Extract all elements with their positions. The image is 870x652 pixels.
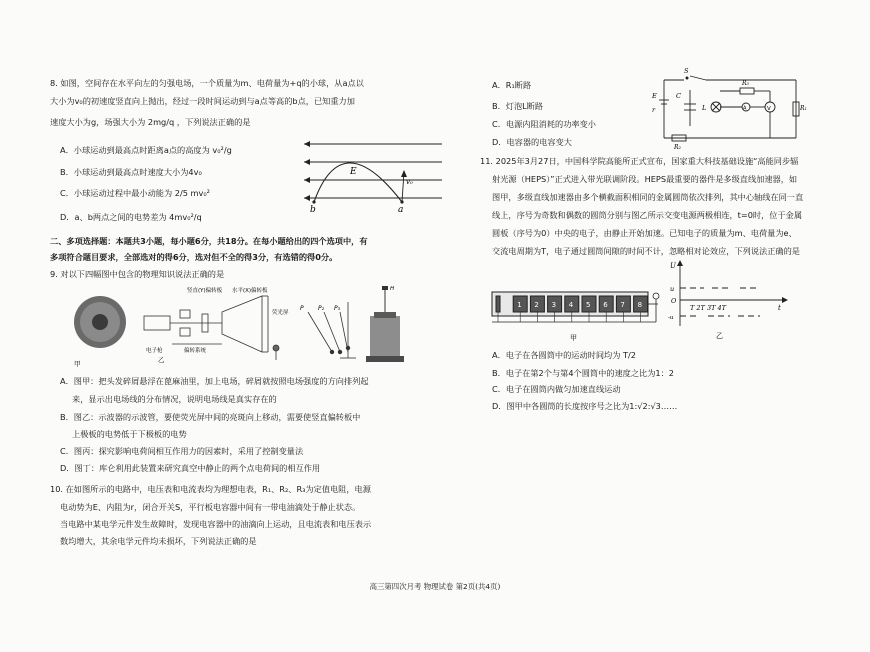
graph-u-axis: U: [670, 262, 676, 270]
q8-field-figure: [292, 132, 452, 215]
circuit-label-s: S: [684, 67, 689, 75]
q9-stem: 9. 对以下四幅图中包含的物理知识说法正确的是: [50, 269, 225, 279]
fig-yi-oscilloscope: [144, 296, 268, 352]
q9-option-a-line2: 来，显示出电场线的分布情况，说明电场线是真实存在的: [72, 394, 277, 404]
tube-number: 5: [586, 301, 591, 309]
graph-origin: O: [671, 297, 677, 305]
q10-stem-line3: 当电路中某电学元件发生故障时，发现电容器中的油滴向上运动，且电流表和电压表示: [60, 519, 372, 529]
q10-option-d: D．电容器的电容变大: [492, 137, 572, 147]
q9-option-b-line1: B．图乙：示波器的示波管，要使荧光屏中间的亮斑向上移动，需要使竖直偏转板中: [60, 412, 361, 422]
fig-yi-horizontal-plate: 水平(X)偏转板: [232, 288, 268, 294]
q11-stem-line2: 射光源（HEPS）”正式进入带光联调阶段。HEPS最重要的器件是多级直线加速器，如: [492, 174, 798, 184]
q10-option-b: B．灯泡L断路: [492, 101, 544, 111]
fig-jia-hair-in-oil: [74, 296, 126, 348]
q11-stem-line3: 图甲，多级直线加速器由多个横截面积相同的金属圆筒依次排列，其中心轴线在同一直: [492, 192, 804, 202]
q8-option-d: D．a、b两点之间的电势差为 4mv₀²/q: [60, 212, 202, 222]
graph-neg-u: -u: [668, 315, 674, 321]
fig-yi-label: 乙: [158, 356, 165, 364]
q11-fig-yi-label: 乙: [716, 332, 723, 340]
fig-bing-p2: P₂: [318, 305, 325, 312]
circuit-label-r: r: [652, 106, 656, 114]
circuit-label-v: V: [767, 106, 771, 112]
graph-ticks: T 2T 3T 4T: [690, 304, 726, 312]
q8-label-v0: v₀: [406, 178, 413, 186]
q11-stem-line6: 交流电周期为T，电子通过圆筒间隙的时间不计，忽略相对论效应，下列说法正确的是: [492, 246, 800, 256]
q11-accelerator-figure: [490, 282, 662, 344]
circuit-label-r2: R₂: [674, 144, 681, 151]
q8-label-b: b: [310, 205, 316, 215]
accelerator-tube: [496, 296, 500, 312]
tube-number: 4: [568, 301, 574, 309]
q10-option-a: A．R₁断路: [492, 80, 532, 90]
graph-t-axis: t: [778, 304, 781, 312]
tube-group: [496, 296, 648, 322]
circuit-label-c: C: [676, 92, 681, 100]
tube-number: 6: [603, 301, 608, 309]
fig-ding-torsion-balance: [366, 286, 404, 362]
fig-jia-label: 甲: [74, 360, 81, 368]
q8-option-b: B．小球运动到最高点时速度大小为4v₀: [60, 167, 202, 177]
q9-figures: [72, 282, 402, 368]
q11-option-a: A．电子在各圆筒中的运动时间均为 T/2: [492, 350, 636, 360]
q8-label-e: E: [350, 167, 357, 177]
q8-option-a: A．小球运动到最高点时距离a点的高度为 v₀²/g: [60, 145, 232, 155]
tube-number: 7: [620, 301, 625, 309]
tube-number: 3: [551, 301, 557, 309]
circuit-label-l: L: [702, 104, 707, 112]
q11-stem-line4: 线上，序号为奇数和偶数的圆筒分别与图乙所示交变电源两极相连，t=0时，位于金属: [492, 210, 803, 220]
q8-stem-line1: 8. 如图，空间存在水平向左的匀强电场，一个质量为m、电荷量为+q的小球，从a点以: [50, 78, 364, 88]
tube-number: 8: [637, 301, 643, 309]
fig-yi-screen: 荧光屏: [272, 310, 289, 316]
circuit-label-r3: R₃: [742, 80, 749, 87]
q11-option-b: B．电子在第2个与第4个圆筒中的速度之比为1：2: [492, 368, 675, 378]
q9-option-b-line2: 上极板的电势低于下极板的电势: [72, 429, 187, 439]
page-footer: 高三第四次月考 物理试卷 第2页(共4页): [369, 582, 501, 591]
tube-number: 2: [534, 301, 539, 309]
q8-stem-line2: 大小为v₀的初速度竖直向上抛出，经过一段时间运动到与a点等高的b点，已知重力加: [50, 96, 355, 106]
fig-yi-gun: 电子枪: [146, 348, 163, 354]
graph-u-level: u: [670, 285, 675, 293]
tube-number: 1: [517, 301, 522, 309]
circuit-label-e: E: [652, 92, 657, 100]
circuit-label-r1: R₁: [800, 105, 807, 112]
q10-stem-line1: 10. 在如图所示的电路中，电压表和电流表均为理想电表，R₁、R₂、R₃为定值电阻，电源: [50, 484, 371, 494]
q10-stem-line4: 数均增大，其余电学元件均未损坏，下列说法正确的是: [60, 536, 257, 546]
section2-line1: 二、多项选择题：本题共3小题，每小题6分，共18分。在每小题给出的四个选项中，有: [50, 236, 368, 246]
q10-stem-line2: 电动势为E、内阻为r，闭合开关S，平行板电容器中间有一带电油滴处于静止状态。: [60, 502, 361, 512]
q11-option-c: C．电子在圆筒内做匀加速直线运动: [492, 384, 621, 394]
q8-stem-line3: 速度大小为g，场强大小为 2mg/q ，下列说法正确的是: [50, 117, 251, 127]
q8-option-c: C．小球运动过程中最小动能为 2/5 mv₀²: [60, 188, 210, 198]
fig-yi-deflection: 偏转系统: [184, 348, 207, 354]
q11-voltage-graph: [670, 258, 792, 344]
circuit-label-a: A: [743, 105, 747, 112]
q9-option-d: D．图丁：库仑利用此装置来研究真空中静止的两个点电荷间的相互作用: [60, 463, 321, 473]
q8-label-a: a: [398, 205, 404, 215]
fig-bing-p1: P: [300, 305, 304, 312]
q9-option-a-line1: A．图甲：把头发碎屑悬浮在蓖麻油里，加上电场，碎屑就按照电场强度的方向排列起: [60, 376, 369, 386]
fig-ding-h: H: [390, 286, 395, 292]
q10-circuit-figure: [650, 66, 808, 150]
q11-fig-jia-label: 甲: [570, 334, 577, 342]
fig-bing-p3: P₃: [334, 305, 341, 312]
q10-option-c: C．电源内阻消耗的功率变小: [492, 119, 596, 129]
q9-option-c: C．图丙：探究影响电荷间相互作用力的因素时，采用了控制变量法: [60, 446, 304, 456]
q11-stem-line5: 圆板（序号为0）中央的电子，由静止开始加速。已知电子的质量为m、电荷量为e、: [492, 228, 797, 238]
section2-line2: 多项符合题目要求，全部选对的得6分，选对但不全的得3分，有选错的得0分。: [50, 252, 338, 262]
fig-yi-vertical-plate: 竖直(Y)偏转板: [187, 288, 223, 294]
q11-option-d: D．图甲中各圆筒的长度按序号之比为1:√2:√3……: [492, 401, 678, 411]
q11-stem-line1: 11. 2025年3月27日，中国科学院高能所正式宣布，国家重大科技基础设施“高能同步辐: [480, 156, 799, 166]
